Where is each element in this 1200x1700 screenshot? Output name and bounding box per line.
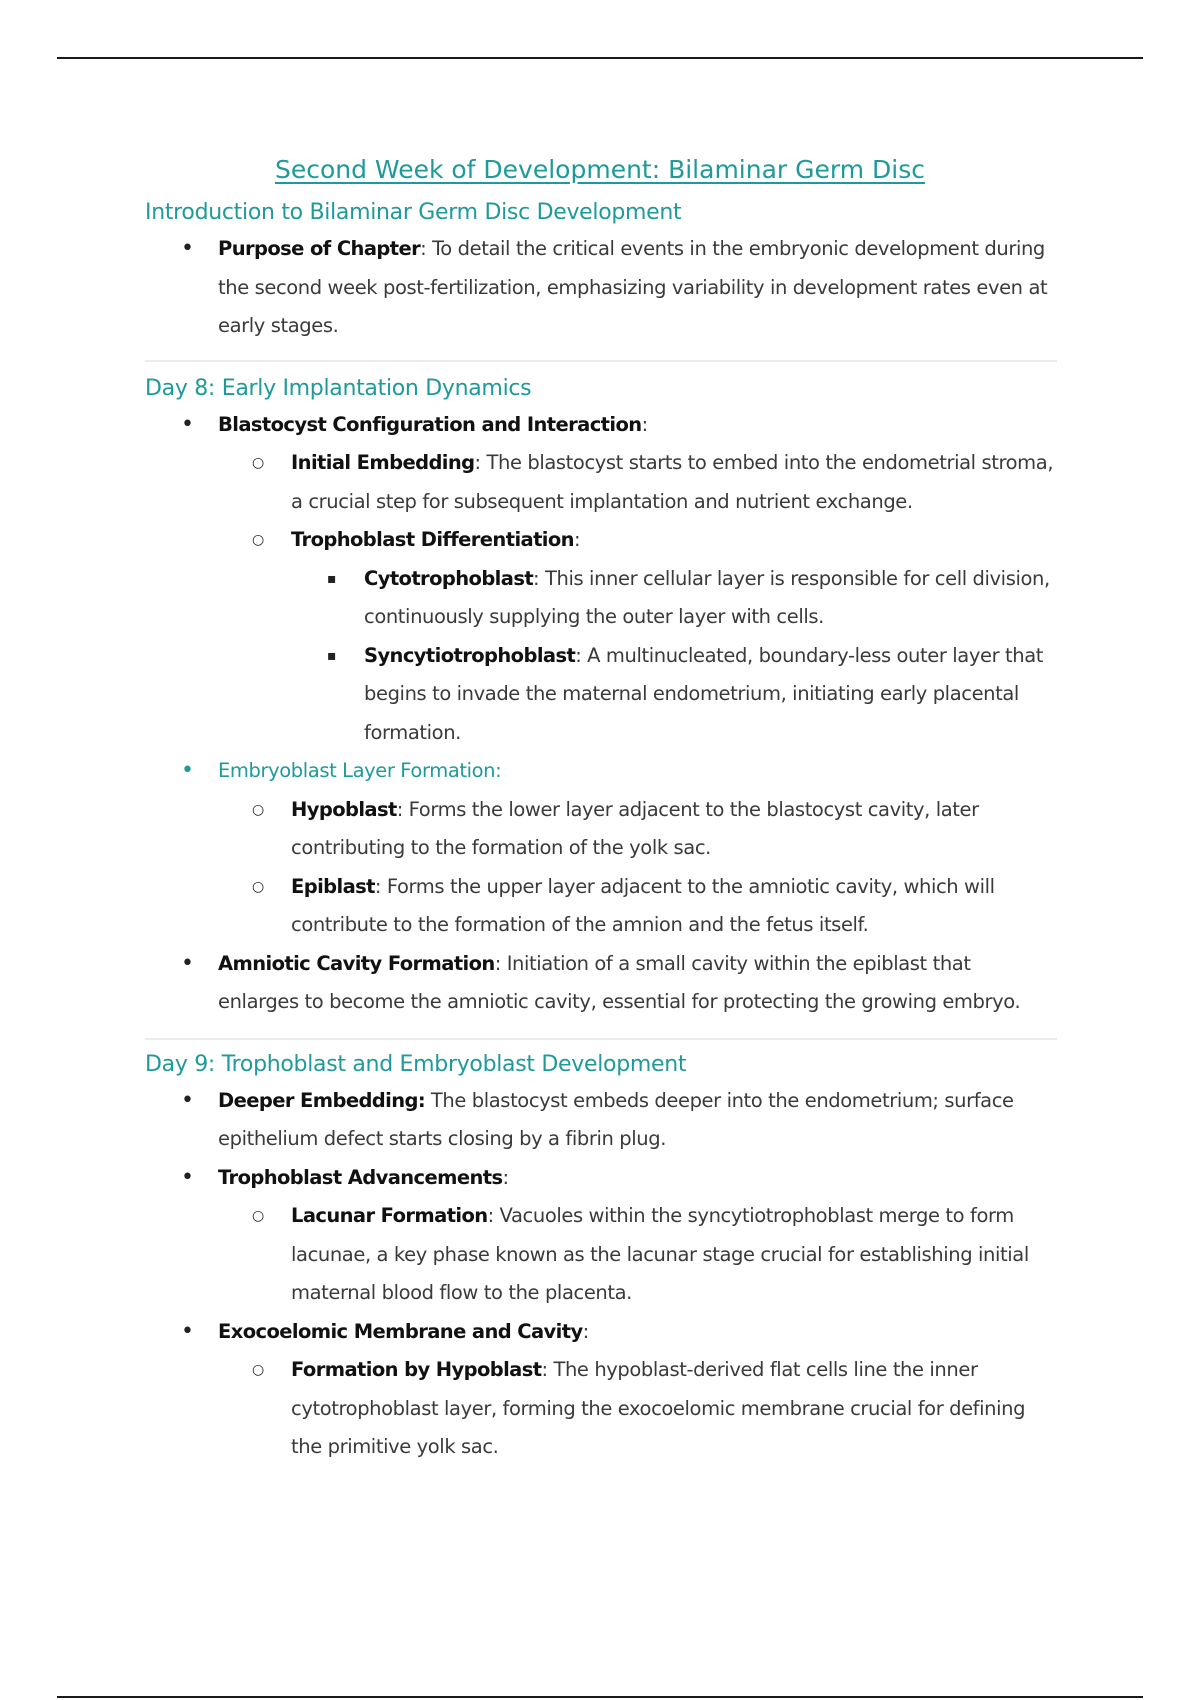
text-exocoelomic: :	[582, 1319, 589, 1343]
list-item-cytotrophoblast	[145, 560, 1055, 637]
text-trophoblast-differentiation: :	[573, 528, 581, 551]
day9-list	[145, 1082, 1055, 1198]
day8-list-embryoblast	[145, 752, 1055, 791]
day8-list-amniotic	[145, 945, 1055, 1022]
text-initial-embedding: : The blastocyst starts to embed into the endometrial stroma, a crucial step for subsequent implantation and nutrient exchange.	[291, 451, 1054, 513]
text-formation-hypoblast: : The hypoblast-derived flat cells line the inner cytotrophoblast layer, forming the exocoelomic membrane crucial for defining the primitive yolk sac.	[291, 1358, 1026, 1458]
term-formation-hypoblast: Formation by Hypoblast	[291, 1358, 542, 1381]
circle-bullet-icon: ○	[252, 1362, 264, 1378]
label-embryoblast: Embryoblast Layer Formation:	[218, 759, 502, 782]
circle-bullet-icon: ○	[252, 878, 264, 895]
circle-bullet-icon: ○	[252, 455, 264, 471]
term-trophoblast-advancements: Trophoblast Advancements	[218, 1165, 503, 1189]
list-item-trophoblast-advancements	[145, 1159, 1055, 1198]
bullet-icon: •	[181, 1164, 194, 1190]
bullet-icon: •	[181, 950, 194, 976]
page-top-rule	[57, 57, 1143, 59]
bullet-icon: •	[181, 1318, 194, 1344]
list-item-syncytiotrophoblast	[145, 637, 1055, 753]
list-item-blastocyst	[145, 406, 1055, 445]
section-heading-day9: Day 9: Trophoblast and Embryoblast Development	[145, 1051, 687, 1077]
text-lacunar: : Vacuoles within the syncytiotrophoblast merge to form lacunae, a key phase known as the lacunar stage crucial for establishing initial maternal blood flow to the placenta.	[291, 1204, 1029, 1304]
text-epiblast: : Forms the upper layer adjacent to the amniotic cavity, which will contribute to the formation of the amnion and the fetus itself.	[291, 874, 995, 936]
bullet-icon: •	[181, 758, 194, 783]
term-purpose: Purpose of Chapter	[218, 237, 421, 260]
bullet-icon: •	[181, 236, 194, 261]
text-hypoblast: : Forms the lower layer adjacent to the blastocyst cavity, later contributing to the formation of the yolk sac.	[291, 797, 979, 859]
term-amniotic: Amniotic Cavity Formation	[218, 951, 495, 975]
list-item-hypoblast	[145, 791, 1055, 868]
term-deeper-embedding: Deeper Embedding:	[218, 1088, 426, 1112]
text-cytotrophoblast: : This inner cellular layer is responsible for cell division, continuously supplying the outer layer with cells.	[364, 566, 1050, 628]
list-item-embryoblast	[145, 752, 1055, 791]
day9-list-exocoelomic	[145, 1313, 1055, 1352]
term-initial-embedding: Initial Embedding	[291, 451, 475, 474]
term-hypoblast: Hypoblast	[291, 797, 397, 821]
term-syncytiotrophoblast: Syncytiotrophoblast	[364, 643, 576, 667]
section-heading-intro: Introduction to Bilaminar Germ Disc Development	[145, 200, 682, 225]
section-divider	[145, 1038, 1057, 1040]
list-item-deeper-embedding	[145, 1082, 1055, 1159]
bullet-icon: •	[181, 1087, 194, 1113]
exocoelomic-sublist	[145, 1351, 1055, 1467]
text-deeper-embedding: The blastocyst embeds deeper into the endometrium; surface epithelium defect starts closing by a fibrin plug.	[218, 1088, 1014, 1150]
term-epiblast: Epiblast	[291, 874, 375, 898]
list-item-lacunar	[145, 1197, 1055, 1313]
term-cytotrophoblast: Cytotrophoblast	[364, 566, 534, 590]
blastocyst-sublist	[145, 444, 1055, 560]
square-bullet-icon: ▪	[327, 570, 337, 587]
text-purpose: : To detail the critical events in the embryonic development during the second week post-fertilization, emphasizing variability in development rates even at early stages.	[218, 237, 1048, 337]
page-bottom-rule	[57, 1696, 1143, 1698]
list-item-initial-embedding	[145, 444, 1055, 521]
document-title: Second Week of Development: Bilaminar Germ Disc	[274, 155, 925, 184]
term-exocoelomic: Exocoelomic Membrane and Cavity	[218, 1319, 583, 1343]
section-divider	[145, 360, 1057, 362]
text-trophoblast-advancements: :	[502, 1165, 509, 1189]
square-bullet-icon: ▪	[327, 647, 337, 664]
document-body	[145, 152, 1055, 1467]
text-amniotic: : Initiation of a small cavity within the epiblast that enlarges to become the amniotic cavity, essential for protecting the growing embryo.	[218, 951, 1021, 1013]
text-blastocyst: :	[641, 412, 648, 436]
circle-bullet-icon: ○	[252, 532, 264, 548]
embryoblast-sublist	[145, 791, 1055, 945]
term-lacunar: Lacunar Formation	[291, 1204, 488, 1227]
circle-bullet-icon: ○	[252, 801, 264, 818]
trophoblast-sublist	[145, 560, 1055, 753]
list-item-purpose	[145, 230, 1055, 346]
list-item-epiblast	[145, 868, 1055, 945]
intro-list	[145, 230, 1055, 346]
advancements-sublist	[145, 1197, 1055, 1313]
term-blastocyst: Blastocyst Configuration and Interaction	[218, 412, 642, 436]
text-syncytiotrophoblast: : A multinucleated, boundary-less outer layer that begins to invade the maternal endometrium, initiating early placental formation.	[364, 643, 1043, 744]
day8-list	[145, 406, 1055, 445]
circle-bullet-icon: ○	[252, 1208, 264, 1224]
list-item-amniotic	[145, 945, 1055, 1022]
list-item-formation-hypoblast	[145, 1351, 1055, 1467]
list-item-exocoelomic	[145, 1313, 1055, 1352]
list-item-trophoblast-differentiation	[145, 521, 1055, 560]
term-trophoblast-differentiation: Trophoblast Differentiation	[291, 528, 574, 551]
section-heading-day8: Day 8: Early Implantation Dynamics	[145, 375, 532, 401]
bullet-icon: •	[181, 411, 194, 437]
